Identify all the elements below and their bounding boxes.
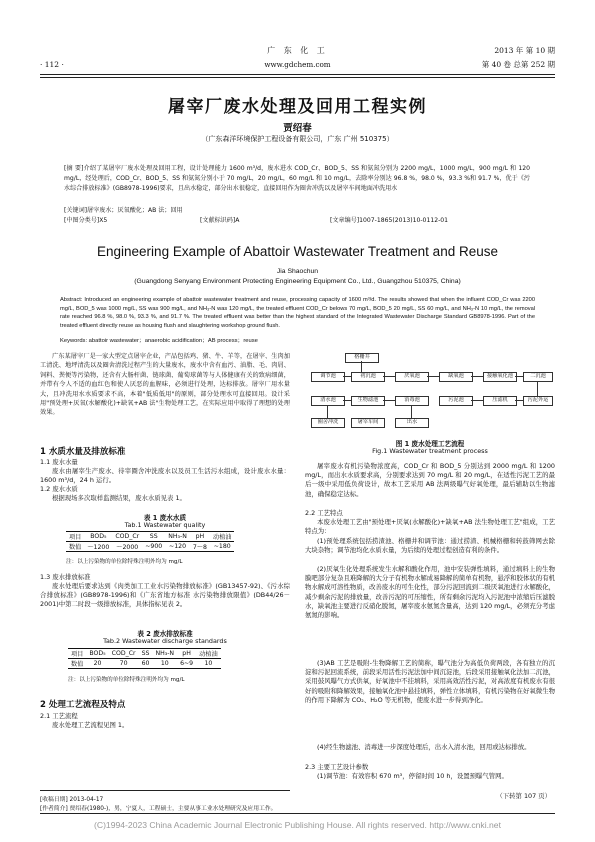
received-date: [收稿日期] 2013-04-17 [40, 797, 104, 803]
flow-arrow [537, 382, 538, 396]
copyright-watermark: (C)1994-2023 China Academic Journal Electronic Publishing House. All rights reserved. http://www.cnki.net [94, 820, 501, 830]
section-1-3-heading: 1.3 废水排放标准 [40, 573, 91, 581]
table2-cell: 10 [160, 660, 169, 667]
flow-box: 二沉池 [523, 372, 553, 382]
section-1-2-heading: 1.2 废水水质 [40, 485, 78, 493]
table2-header-cell: 项目 [71, 651, 84, 658]
flow-arrow [427, 376, 439, 377]
table1-cell: ～2000 [116, 544, 139, 551]
table1-header-cell: COD_Cr [115, 533, 140, 540]
affiliation-en: (Guangdong Senyang Environment Protecting Engineering Equipment Co., Ltd., Guangzhou 510375, China) [134, 278, 461, 285]
section-1-heading: 1 水质水量及排放标准 [40, 447, 126, 457]
flow-box: 清水池 [311, 396, 345, 406]
table1-cell: ~900 [145, 543, 163, 550]
table2-title-en: Tab.2 Wastewater discharge standards [103, 637, 227, 645]
flow-arrow [343, 400, 351, 401]
flow-box: 出水 [395, 418, 429, 428]
flow-box: 接触氧化池 [483, 372, 517, 382]
flow-box: 初沉池 [351, 372, 385, 382]
title-en: Engineering Example of Abattoir Wastewater Treatment and Reuse [97, 244, 498, 259]
table1-cell: 7～8 [192, 544, 207, 551]
section-2-heading: 2 处理工艺流程及特点 [40, 700, 126, 710]
keywords-cn: [关键词]屠宰废水；厌氧酸化；AB 法；回用 [64, 207, 183, 214]
flow-arrow [383, 376, 395, 377]
table1-row [66, 542, 234, 552]
abstract-cn: [摘 要]介绍了某屠宰厂废水处理及回用工程，设计处理能力 1600 m³/d，废水进水 COD_Cr、BOD_5、SS 和氨氮分别为 2200 mg/L，1000 mg/L，900 mg/L 和 120 mg/L，经处理后，COD_Cr、BOD_5、SS 和氨氮分别小于 70 mg/L，20 mg/L，60 mg/L 和 10 mg/L，去除率分别达 96.8 %，98.0 %，93.3 %和 91.7 %，优于《污水综合排放标准》(GB8978-1996)要求，且出水稳定，部分出水很稳定，直接回用作为圈舍冲洗以及屠宰车间地面冲洗用水 [64, 165, 530, 193]
section-1-1-text: 废水由屠宰生产废水、待宰圈舍冲洗废水以及员工生活污水组成，设计废水水量：1600 m³/d，24 h 运行。 [40, 467, 290, 485]
author-cn: 贾绍春 [283, 123, 312, 134]
table2-note: 注：以上污染物的单位除特殊注明外均为 mg/L [68, 677, 185, 683]
section-1-2-text: 根据现场多次取样监测结果，废水水质见表 1。 [52, 494, 186, 502]
flow-box: 消毒池 [395, 396, 429, 406]
section-2-1-text: 废水处理工艺流程见图 1。 [52, 721, 129, 729]
flow-arrow [411, 406, 412, 418]
table-discharge-standards [68, 648, 221, 669]
author-bio: [作者简介] 贾绍春(1980-)，男，宁夏人，工程硕士，主要从事工业水处理研究及应用工作。 [40, 806, 277, 812]
section-2-3-text: (1)调节池：有效容积 670 m³，停留时间 10 h，设置预曝气管网。 [317, 772, 508, 780]
right-paragraph-1: 屠宰废水有机污染物浓度高，COD_Cr 和 BOD_5 分别达到 2000 mg/L 和 1200 mg/L，而出水水质要求高，分别要求达到 70 mg/L 和 20 mg/L，在适性污泥工艺的最后一级中采用低负荷设计，故本工艺采用 AB 法两级曝气好氧处理，最后辅助以生物滤池，确保稳定达标。 [305, 462, 555, 498]
flow-box: 格栅井 [345, 353, 379, 363]
section-1-3-text: 废水处理后要求达到《肉类加工工业水污染物排放标准》(GB13457-92)、《污水综合排放标准》(GB8978-1996)和《广东省地方标准 水污染物排放限值》(DB44/26－2001)中第二时段一级排放标准，具体指标见表 2。 [40, 582, 290, 609]
feature-ab-process: (3)AB 工艺是吸附-生物降解工艺的简称，曝气池分为高低负荷两段，各有独立的沉淀和污泥回流系统，前段采用活性污泥法加中间沉淀池，后段采用接触氧化法加二沉池，采用鼓风曝气方式供氧，好氧池中不挂填料，采用高效活性污泥，对高浓度有机废水有很好的吸附和降解效果，接触氧化池中悬挂填料，弹性立体填料，有机污染物在好氧微生物的作用下降解为 CO₂、H₂O 等无机物，使废水进一步得到净化。 [305, 659, 555, 704]
author-en: Jia Shaochun [276, 268, 319, 275]
table1-header-row [66, 532, 234, 542]
flow-arrow [361, 361, 362, 372]
table2-cell: 60 [141, 660, 150, 667]
flow-box: 压滤机 [483, 396, 517, 406]
table2-header-cell: SS [141, 650, 150, 657]
table2-cell: 20 [93, 660, 102, 667]
table2-header-cell: NH₃-N [155, 650, 175, 657]
figure-caption-en: Fig.1 Wastewater treatment process [372, 447, 488, 455]
journal-url: www.gdchem.com [264, 60, 331, 69]
table2-row [68, 659, 221, 669]
table1-cell: 数值 [69, 544, 82, 551]
flow-box: 污泥外运 [523, 396, 553, 406]
section-2-1-heading: 2.1 工艺流程 [40, 712, 78, 720]
flow-box: 圈舍冲洗 [311, 418, 345, 428]
table1-header-cell: pH [195, 533, 205, 540]
section-1-1-heading: 1.1 废水水量 [40, 458, 78, 466]
footer-rule [40, 813, 555, 814]
table2-title-cn: 表 2 废水排放标准 [137, 630, 193, 638]
table2-header-cell: 动植油 [199, 651, 218, 658]
section-2-2-text: 本废水处理工艺由"预处理+厌氧(水解酸化)+缺氧+AB 法生物处理工艺"组成，工艺特点为： [305, 518, 555, 536]
table1-header-cell: SS [149, 533, 158, 540]
flow-arrow [383, 400, 395, 401]
flow-arrow [515, 400, 523, 401]
header-rule [40, 74, 555, 75]
flow-box: 生物滤池 [351, 396, 385, 406]
flow-arrow [471, 400, 483, 401]
affiliation-cn: （广东森洋环境保护工程设备有限公司，广东 广州 510375） [201, 135, 394, 143]
table1-cell: ～1200 [87, 544, 110, 551]
table2-cell: 70 [119, 660, 128, 667]
table2-cell: 数值 [71, 661, 84, 668]
keywords-en: Keywords: abattoir wastewater；anaerobic acidification；AB process；reuse [60, 338, 258, 344]
table2-header-cell: COD_Cr [111, 650, 136, 657]
table2-header-cell: BOD₅ [89, 650, 106, 657]
flow-arrow [471, 376, 483, 377]
flow-box: 缺氧池 [439, 372, 473, 382]
title-cn: 屠宰厂废水处理及回用工程实例 [168, 97, 427, 117]
table1-header-cell: BOD₅ [90, 533, 107, 540]
flow-box: 屠宰车间 [351, 418, 385, 428]
feature-anaerobic: (2)厌氧生化处理系统发生水解和酸化作用，池中安装弹性填料，通过填料上的生物膜吧部分复杂且难降解的大分子有机物水解成易降解的简单有机物，悬浮和胶体状的有机物水解成可溶性物质，改善废水的可生化性，部分污泥回流到二级厌氧池进行水解酸化，减少剩余污泥的排放量，改善污泥的可压缩性，所有剩余污泥均入污泥池中浓缩后压滤脱水，缺氧池主要进行反硝化脱氮，屠宰废水氨氮含量高，达到 120 mg/L，必须充分考虑氨氮的影响。 [305, 565, 555, 620]
issue-info: 2013 年 第 10 期 [494, 46, 555, 55]
journal-name: 广 东 化 工 [267, 46, 328, 55]
flow-arrow [327, 406, 328, 418]
table1-header-cell: 动植油 [212, 534, 232, 541]
feature-pretreatment: (1)预处理系统包括捞渣池、格栅井和调节池：通过捞渣、机械格栅和转鼓筛网去除大块杂物；调节池均化水质水量，为后续的处理过程创造有利的条件。 [305, 537, 555, 555]
continued-note: （下转第 107 页） [496, 792, 551, 800]
section-2-2-heading: 2.2 工艺特点 [305, 509, 343, 517]
table2-cell: 10 [204, 660, 213, 667]
volume-info: 第 40 卷 总第 252 期 [481, 60, 555, 69]
document-code: [文献标识码]A [200, 217, 240, 224]
table1-cell: ~120 [169, 543, 187, 550]
table1-header-cell: NH₃-N [168, 533, 187, 540]
flow-box: 污泥池 [439, 396, 473, 406]
table2-header-row [68, 649, 221, 659]
flow-box: 厌氧池 [395, 372, 429, 382]
flow-arrow [515, 376, 523, 377]
section-2-3-heading: 2.3 主要工艺设计参数 [305, 763, 369, 771]
table-wastewater-quality [66, 531, 234, 552]
table2-cell: 6~9 [180, 660, 194, 667]
table1-title-en: Tab.1 Wastewater quality [124, 521, 206, 529]
table1-cell: ~180 [213, 543, 231, 550]
abstract-en: Abstract: Introduced an engineering example of abattoir wastewater treatment and reuse, processing capacity of 1600 m³/d. The results showed that when the influent COD_Cr was 2200 mg/L, BOD_5 was 1000 mg/L, SS was 900 mg/L, and NH₃-N was 120 mg/L, the treated effluent COD_Cr belows 70 mg/L, BOD_5 20 mg/L, SS 60 mg/L, and NH₃-N 10 mg/L, the removal rate reached 96.8 %, 98.0 %, 93.3 %, and 91.7 %. The treated effluent was better than the highest standard of the Integrated Wastewater Discharge Standard GB8978-1996. Part of the treated effluent directly reuse as housing flush and slaughtering workshop ground flush. [60, 297, 535, 329]
flow-box: 调节池 [311, 372, 345, 382]
feature-biofilter: (4)经生物滤池、消毒进一步深度处理后，出水入清水池，回用或达标排放。 [317, 743, 531, 751]
header-rule-thin [40, 77, 555, 78]
table1-header-cell: 项目 [69, 534, 82, 541]
page-number: · 112 · [40, 60, 64, 69]
table1-title-cn: 表 1 废水水质 [143, 514, 187, 522]
intro-paragraph: 广东某屠宰厂是一家大型定点屠宰企业，产品包括鸡、猪、牛、羊等，在屠宰、生肉加工清洗、地坪清洗以及圈舍清洗过程产生的大量废水，废水中含有血污、油脂、毛、肉屑、饲料、粪便等污染物，还含有大肠杆菌、链球菌、葡萄球菌等与人体健康有关的致病细菌，并带有令人不适的血红色和使人厌恶的血腥味，必须进行处理，达标排放。屠宰厂用水量大，且冲洗用水水质要求不高，本着"低质低用"的原则，部分处理水可直接回用。设计采用"预处理+厌氧(水解酸化)+缺氧+AB 法"生物处理工艺，在实际应用中取得了理想的处理效果。 [40, 353, 290, 417]
clc-number: [中图分类号]X5 [64, 217, 108, 224]
table2-header-cell: pH [182, 650, 191, 657]
table1-note: 注：以上污染物的单位除特殊注明外均为 mg/L [66, 559, 183, 565]
article-number: [文章编号]1007-1865(2013)10-0112-01 [330, 217, 449, 224]
footnote-rule [40, 790, 290, 791]
figure-caption-cn: 图 1 废水处理工艺流程 [395, 440, 465, 448]
process-flow-diagram [305, 348, 555, 436]
flow-arrow [343, 376, 351, 377]
